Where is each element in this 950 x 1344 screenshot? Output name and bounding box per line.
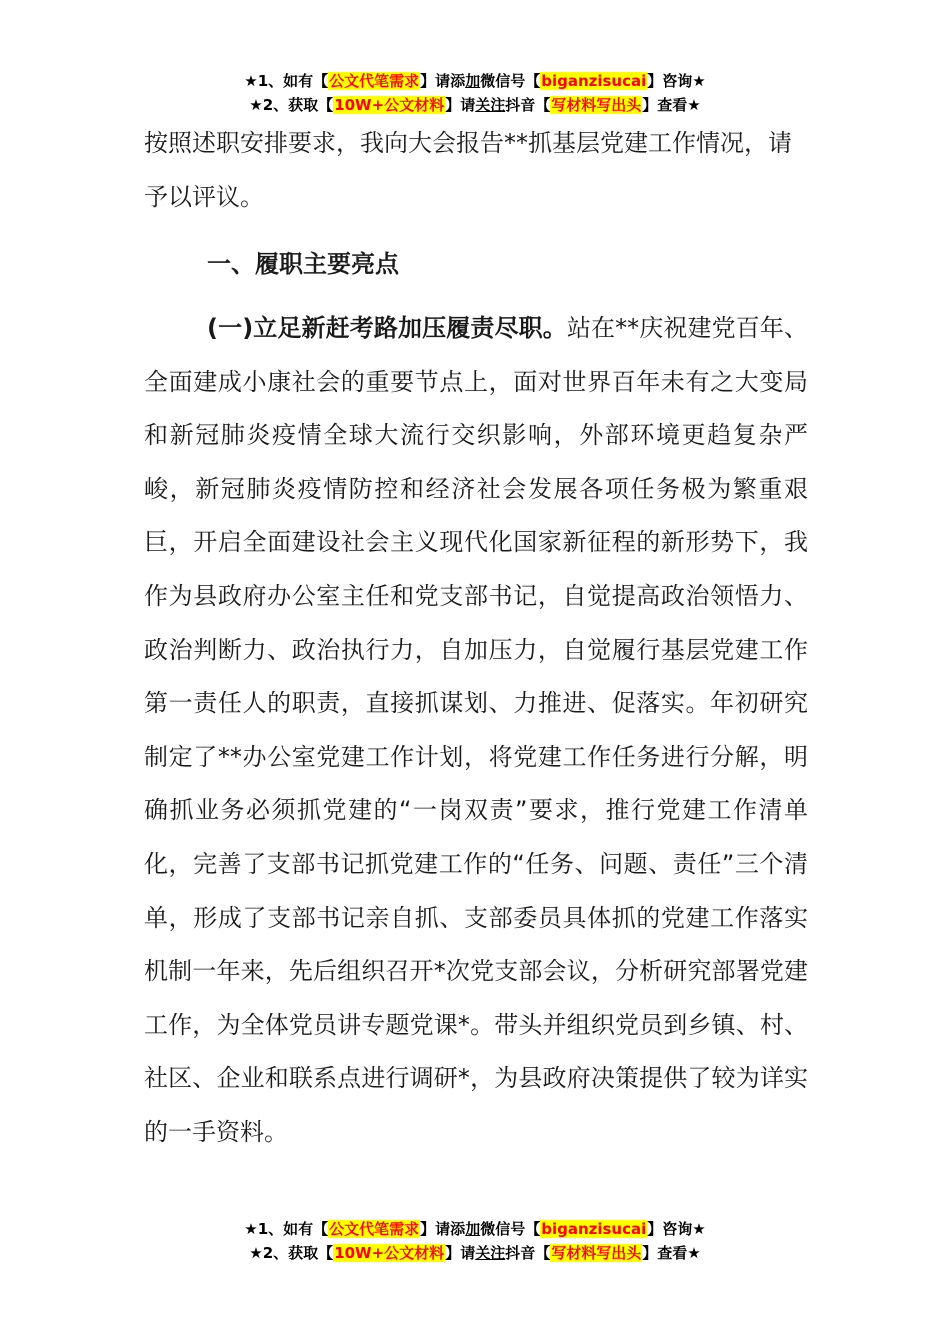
subsection-body: 站在**庆祝建党百年、全面建成小康社会的重要节点上，面对世界百年未有之大变局和新冠肺炎疫情全球大流行交织影响，外部环境更趋复杂严峻，新冠肺炎疫情防控和经济社会发展各项任务极为繁重艰巨，开启全面建设社会主义现代化国家新征程的新形势下，我作为县政府办公室主任和党支部书记，自觉提高政治领悟力、政治判断力、政治执行力，自加压力，自觉履行基层党建工作第一责任人的职责，直接抓谋划、力推进、促落实。年初研究制定了**办公室党建工作计划，将党建工作任务进行分解，明确抓业务必须抓党建的“一岗双责”要求，推行党建工作清单化，完善了支部书记抓党建工作的“任务、问题、责任”三个清单，形成了支部书记亲自抓、支部委员具体抓的党建工作落实机制一年来，先后组织召开*次党支部会议，分析研究部署党建工作，为全体党员讲专题党课*。带头并组织党员到乡镇、村、社区、企业和联系点进行调研*，为县政府决策提供了较为详实的一手资料。 xyxy=(144,314,809,1146)
subsection-title: (一)立足新赶考路加压履责尽职。 xyxy=(207,314,567,342)
promo-text: ★2、获取【 xyxy=(249,1244,334,1262)
promo-banner-bottom xyxy=(0,1217,950,1265)
promo-text: 】查看★ xyxy=(642,96,701,114)
promo-text: 】请添 xyxy=(420,1220,466,1238)
promo-banner-top xyxy=(0,69,950,117)
promo-highlight: 公文代笔需求 xyxy=(329,1220,420,1238)
promo-underlined-text: 加 xyxy=(465,72,481,90)
douyin-id-highlight: 写材料写出头 xyxy=(551,1244,642,1262)
promo-text: 抖音【 xyxy=(505,1244,551,1262)
promo-text: 】请 xyxy=(445,1244,476,1262)
promo-line-2 xyxy=(0,1241,950,1265)
intro-paragraph xyxy=(144,117,808,224)
promo-text: 微信号【 xyxy=(480,72,541,90)
promo-text: 】查看★ xyxy=(642,1244,701,1262)
promo-underlined-text: 关注 xyxy=(475,96,506,114)
promo-highlight: 10W+公文材料 xyxy=(334,96,445,114)
promo-line-1 xyxy=(0,1217,950,1241)
promo-line-1 xyxy=(0,69,950,93)
body-text xyxy=(144,302,808,1160)
promo-text: ★2、获取【 xyxy=(249,96,334,114)
promo-text: 】咨询★ xyxy=(647,1220,706,1238)
promo-text: ★1、如有【 xyxy=(244,72,329,90)
wechat-id-highlight: biganzisucai xyxy=(541,1220,647,1238)
promo-highlight: 公文代笔需求 xyxy=(329,72,420,90)
heading-text: 一、履职主要亮点 xyxy=(207,250,399,278)
section-heading xyxy=(144,238,808,292)
promo-text: 微信号【 xyxy=(480,1220,541,1238)
wechat-id-highlight: biganzisucai xyxy=(541,72,647,90)
promo-line-2 xyxy=(0,93,950,117)
body-paragraph xyxy=(144,302,808,1160)
promo-text: 】请 xyxy=(445,96,476,114)
intro-text: 按照述职安排要求，我向大会报告**抓基层党建工作情况，请予以评议。 xyxy=(144,129,792,211)
promo-text: 】请添 xyxy=(420,72,466,90)
promo-text: ★1、如有【 xyxy=(244,1220,329,1238)
promo-highlight: 10W+公文材料 xyxy=(334,1244,445,1262)
promo-text: 】咨询★ xyxy=(647,72,706,90)
douyin-id-highlight: 写材料写出头 xyxy=(551,96,642,114)
promo-underlined-text: 关注 xyxy=(475,1244,506,1262)
promo-text: 抖音【 xyxy=(505,96,551,114)
promo-underlined-text: 加 xyxy=(465,1220,481,1238)
